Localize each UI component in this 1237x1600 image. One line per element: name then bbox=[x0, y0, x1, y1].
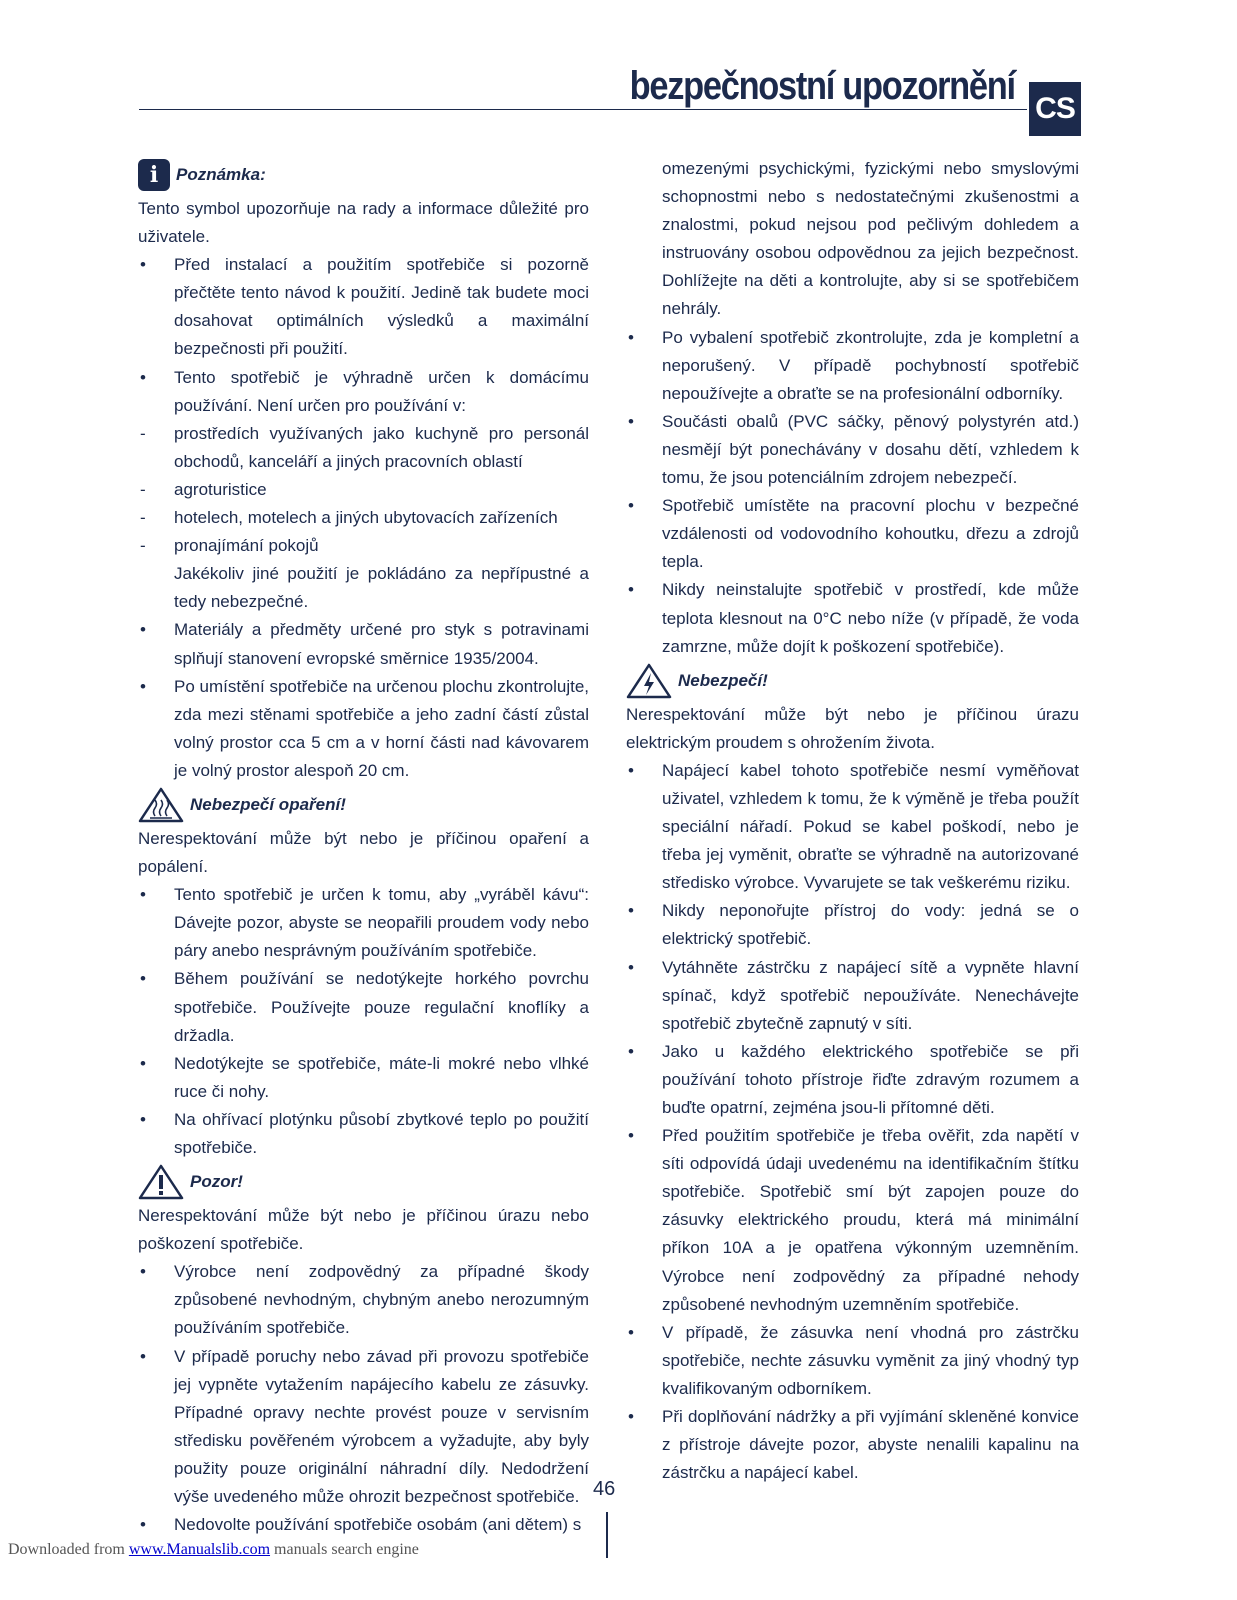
list-item bbox=[626, 954, 1079, 1038]
list-item-text: Vytáhněte zástrčku z napájecí sítě a vypněte hlavní spínač, když spotřebič nepoužíváte. Nenechávejte spotřebič zbytečně zapnutý v síti. bbox=[662, 957, 1079, 1033]
list-item bbox=[138, 1258, 589, 1342]
bullet-marker: • bbox=[628, 1322, 634, 1342]
bullet-marker: • bbox=[628, 1126, 634, 1146]
list-item bbox=[626, 1403, 1079, 1487]
bullet-marker: • bbox=[140, 1053, 146, 1073]
list-item bbox=[626, 324, 1079, 408]
note-list bbox=[138, 251, 589, 785]
bullet-marker: • bbox=[628, 1041, 634, 1061]
caution-intro: Nerespektování může být nebo je příčinou úrazu nebo poškození spotřebiče. bbox=[138, 1206, 589, 1254]
footer-rule bbox=[606, 1512, 608, 1558]
hot-surface-icon bbox=[138, 787, 184, 823]
warning-icon bbox=[138, 1164, 184, 1200]
bullet-marker: • bbox=[628, 496, 634, 516]
list-item-text: Před použitím spotřebiče je třeba ověřit, zda napětí v síti odpovídá údaji uvedenému na identifikačním štítku spotřebiče. Spotřebič smí být zapojen pouze do zásuvky elektrického proudu, která má minimální příkon 10A a je opatřena výkonným uzemněním. Výrobce není zodpovědný za případné nehody způsobené nevhodným uzemněním spotřebiče. bbox=[662, 1126, 1079, 1314]
download-note-suffix: manuals search engine bbox=[270, 1541, 419, 1558]
bullet-marker: • bbox=[140, 1515, 146, 1535]
scald-intro: Nerespektování může být nebo je příčinou opaření a popálení. bbox=[138, 828, 589, 877]
danger-intro: Nerespektování může být nebo je příčinou úrazu elektrickým proudem s ohrožením života. bbox=[626, 704, 1079, 752]
dash-marker: - bbox=[140, 479, 146, 499]
list-item bbox=[626, 1122, 1079, 1319]
dash-marker: - bbox=[140, 536, 146, 556]
download-note-prefix: Downloaded from bbox=[8, 1541, 129, 1558]
list-item bbox=[626, 408, 1079, 492]
list-item-text: Spotřebič umístěte na pracovní plochu v bezpečné vzdálenosti od vodovodního kohoutku, dřezu a zdrojů tepla. bbox=[662, 496, 1079, 572]
manualslib-link[interactable]: www.Manualslib.com bbox=[128, 1541, 271, 1558]
list-item-text: Nedotýkejte se spotřebiče, máte-li mokré nebo vlhké ruce či nohy. bbox=[174, 1053, 589, 1101]
electric-shock-icon bbox=[626, 663, 672, 699]
list-item bbox=[138, 1106, 589, 1162]
danger-list bbox=[626, 757, 1079, 1487]
bullet-marker: • bbox=[628, 760, 634, 780]
list-item bbox=[626, 155, 1079, 324]
list-item bbox=[138, 1511, 589, 1539]
list-item bbox=[626, 897, 1079, 953]
list-item-text: Výrobce není zodpovědný za případné škody způsobené nevhodným, chybným anebo nerozumným používáním spotřebiče. bbox=[174, 1262, 589, 1338]
bullet-marker: • bbox=[628, 1407, 634, 1427]
bullet-marker: • bbox=[628, 411, 634, 431]
note-heading-text: Poznámka: bbox=[176, 164, 266, 184]
list-item-text: Materiály a předměty určené pro styk s potravinami splňují stanovení evropské směrnice 1935/2004. bbox=[174, 620, 589, 668]
dash-marker: - bbox=[140, 508, 146, 528]
bullet-marker: • bbox=[140, 255, 146, 275]
list-item-text: Nedovolte používání spotřebiče osobám (ani dětem) s bbox=[174, 1515, 582, 1535]
list-item bbox=[138, 476, 589, 504]
bullet-marker: • bbox=[140, 620, 146, 640]
bullet-marker: • bbox=[628, 327, 634, 347]
left-column bbox=[138, 155, 589, 1539]
list-item bbox=[138, 616, 589, 672]
info-icon: i bbox=[138, 159, 170, 191]
scald-heading bbox=[138, 785, 589, 825]
bullet-marker: • bbox=[140, 885, 146, 905]
list-item bbox=[138, 251, 589, 363]
list-item bbox=[626, 1319, 1079, 1403]
continued-list bbox=[626, 155, 1079, 661]
bullet-marker: • bbox=[628, 580, 634, 600]
list-item bbox=[138, 364, 589, 420]
note-intro: Tento symbol upozorňuje na rady a informace důležité pro uživatele. bbox=[138, 199, 589, 247]
dash-marker: - bbox=[140, 423, 146, 443]
bullet-marker: • bbox=[140, 969, 146, 989]
list-item-text: hotelech, motelech a jiných ubytovacích zařízeních bbox=[174, 508, 558, 528]
list-item-text: pronajímání pokojů bbox=[174, 536, 319, 556]
list-item bbox=[138, 504, 589, 532]
caution-list bbox=[138, 1258, 589, 1539]
caution-heading bbox=[138, 1162, 589, 1202]
danger-heading bbox=[626, 661, 1079, 701]
bullet-marker: • bbox=[140, 1262, 146, 1282]
list-item bbox=[138, 965, 589, 1049]
list-item-text: prostředích využívaných jako kuchyně pro personál obchodů, kanceláří a jiných pracovních oblastí bbox=[174, 423, 589, 471]
list-item-text: Tento spotřebič je určen k tomu, aby „vyráběl kávu“: Dávejte pozor, abyste se neopařili proudem vody nebo páry anebo nesprávným používáním spotřebiče. bbox=[174, 885, 589, 961]
scald-heading-text: Nebezpečí opaření! bbox=[190, 794, 346, 814]
bullet-marker: • bbox=[140, 1346, 146, 1366]
list-item-text: omezenými psychickými, fyzickými nebo smyslovými schopnostmi nebo s nedostatečnými zkušenostmi a znalostmi, pokud nejsou pod pečlivým dohledem a instruovány osobou odpovědnou za jejich bezpečnost. Dohlížejte na děti a kontrolujte, aby si se spotřebičem nehrály. bbox=[662, 159, 1079, 319]
list-item-text: V případě, že zásuvka není vhodná pro zástrčku spotřebiče, nechte zásuvku vyměnit za jiný vhodný typ kvalifikovaným odborníkem. bbox=[662, 1322, 1079, 1398]
bullet-marker: • bbox=[140, 676, 146, 696]
caution-heading-text: Pozor! bbox=[190, 1172, 243, 1192]
list-item-text: V případě poruchy nebo závad při provozu spotřebiče jej vypněte vytažením napájecího kabelu ze zásuvky. Případné opravy nechte provést pouze v servisním středisku pověřeném výrobcem a vyžadujte, aby byly použity pouze originální náhradní díly. Nedodržení výše uvedeného může ohrozit bezpečnost spotřebiče. bbox=[174, 1346, 589, 1507]
list-item-text: Během používání se nedotýkejte horkého povrchu spotřebiče. Používejte pouze regulační knoflíky a držadla. bbox=[174, 969, 589, 1045]
bullet-marker: • bbox=[140, 1109, 146, 1129]
list-item-text: Po umístění spotřebiče na určenou plochu zkontrolujte, zda mezi stěnami spotřebiče a jeho zadní částí zůstal volný prostor cca 5 cm a v horní části nad kávovarem je volný prostor alespoň 20 cm. bbox=[174, 676, 589, 780]
list-item-text: Tento spotřebič je výhradně určen k domácímu používání. Není určen pro používání v: bbox=[174, 367, 589, 415]
list-item bbox=[138, 420, 589, 476]
list-item bbox=[138, 1343, 589, 1512]
list-item bbox=[626, 576, 1079, 660]
list-item bbox=[626, 492, 1079, 576]
bullet-marker: • bbox=[140, 367, 146, 387]
list-item-text: Na ohřívací plotýnku působí zbytkové teplo po použití spotřebiče. bbox=[174, 1109, 589, 1157]
scald-list bbox=[138, 881, 589, 1162]
danger-heading-text: Nebezpečí! bbox=[678, 670, 768, 690]
list-item bbox=[626, 757, 1079, 897]
list-item bbox=[138, 673, 589, 785]
list-item-text: Před instalací a použitím spotřebiče si pozorně přečtěte tento návod k použití. Jedině tak budete moci dosahovat optimálních výsledků a maximální bezpečnosti při použití. bbox=[174, 255, 589, 359]
download-note bbox=[8, 1541, 419, 1559]
list-item-text: Jakékoliv jiné použití je pokládáno za nepřípustné a tedy nebezpečné. bbox=[174, 564, 589, 612]
language-badge: CS bbox=[1029, 82, 1081, 136]
list-item bbox=[138, 560, 589, 616]
list-item-text: Po vybalení spotřebič zkontrolujte, zda je kompletní a neporušený. V případě pochybností spotřebič nepoužívejte a obraťte se na profesionální odborníky. bbox=[662, 327, 1079, 403]
page-title: bezpečnostní upozornění bbox=[629, 64, 1015, 108]
list-item bbox=[138, 532, 589, 560]
bullet-marker: • bbox=[628, 957, 634, 977]
right-column bbox=[626, 155, 1079, 1487]
note-heading bbox=[138, 155, 589, 195]
list-item-text: Při doplňování nádržky a při vyjímání skleněné konvice z přístroje dávejte pozor, abyste nenalili kapalinu na zástrčku a napájecí kabel. bbox=[662, 1407, 1079, 1483]
list-item-text: agroturistice bbox=[174, 479, 267, 499]
list-item-text: Nikdy neinstalujte spotřebič v prostředí, kde může teplota klesnout na 0°C nebo níže (v případě, že voda zamrzne, může dojít k poškození spotřebiče). bbox=[662, 580, 1079, 656]
list-item bbox=[626, 1038, 1079, 1122]
list-item-text: Jako u každého elektrického spotřebiče se při používání tohoto přístroje řiďte zdravým rozumem a buďte opatrní, zejména jsou-li přítomné děti. bbox=[662, 1041, 1079, 1117]
list-item bbox=[138, 881, 589, 965]
list-item-text: Napájecí kabel tohoto spotřebiče nesmí vyměňovat uživatel, vzhledem k tomu, že k výměně je třeba použít speciální nářadí. Pokud se kabel poškodí, nebo je třeba jej vyměnit, obraťte se výhradně na autorizované středisko výrobce. Vyvarujete se tak veškerému riziku. bbox=[662, 760, 1079, 893]
list-item bbox=[138, 1050, 589, 1106]
page-number: 46 bbox=[593, 1478, 616, 1500]
list-item-text: Součásti obalů (PVC sáčky, pěnový polystyrén atd.) nesmějí být ponechávány v dosahu dětí, vzhledem k tomu, že jsou potenciálním zdrojem nebezpečí. bbox=[662, 411, 1079, 488]
bullet-marker: • bbox=[628, 901, 634, 921]
list-item-text: Nikdy neponořujte přístroj do vody: jedná se o elektrický spotřebič. bbox=[662, 901, 1079, 949]
